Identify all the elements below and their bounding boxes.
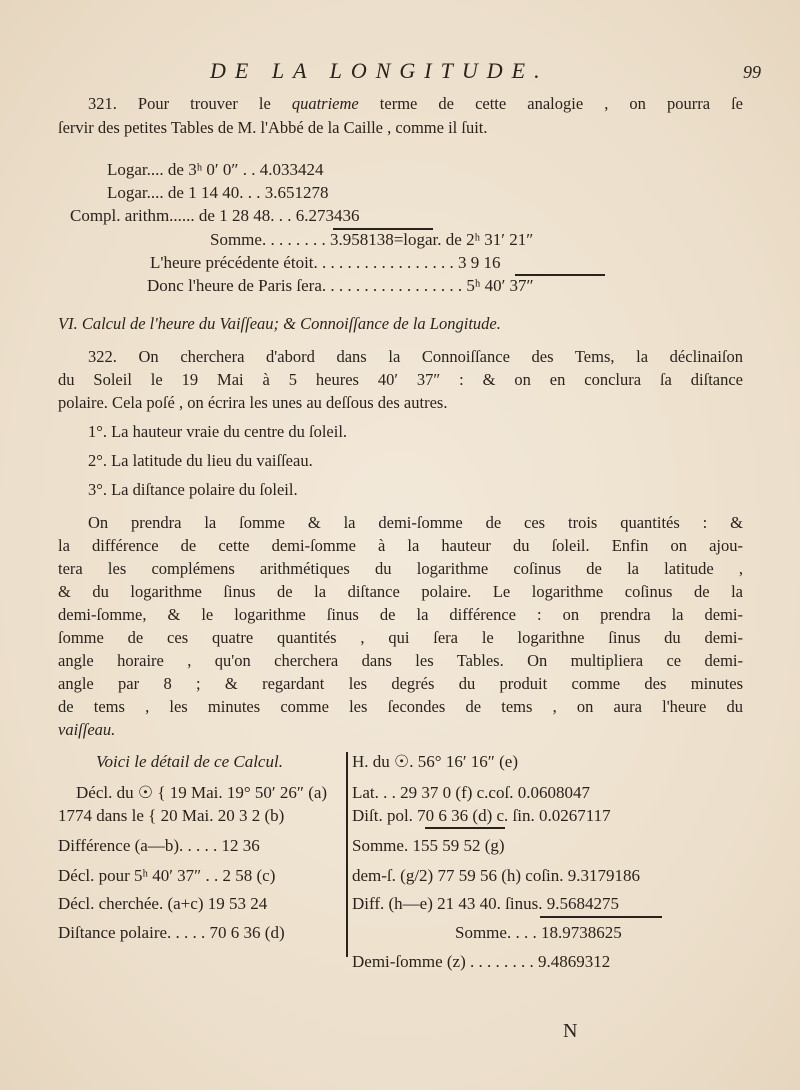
section-heading: VI. Calcul de l'heure du Vaiſſeau; & Connoiſſance de la Longitude. <box>58 314 501 333</box>
para-321-line2: ſervir des petites Tables de M. l'Abbé de la Caille , comme il ſuit. <box>58 118 488 137</box>
table-left-row: Décl. pour 5ʰ 40′ 37″ . . 2 58 (c) <box>58 866 276 885</box>
para-line: la différence de cette demi-ſomme à la hauteur du ſoleil. Enfin on ajou- <box>58 536 743 555</box>
sum-rule <box>540 916 662 918</box>
sum-rule <box>425 827 505 829</box>
page-number: 99 <box>743 62 761 82</box>
table-left-row: Diſtance polaire. . . . . 70 6 36 (d) <box>58 923 285 942</box>
para-line: 2°. La latitude du lieu du vaiſſeau. <box>88 451 313 470</box>
table-title: Voici le détail de ce Calcul. <box>96 752 283 771</box>
para-line: 3°. La diſtance polaire du ſoleil. <box>88 480 298 499</box>
table-left-row: Décl. cherchée. (a+c) 19 53 24 <box>58 894 268 913</box>
para-line: de tems , les minutes comme les ſecondes de tems , on aura l'heure du <box>58 697 743 716</box>
para-line: du Soleil le 19 Mai à 5 heures 40′ 37″ : & on en conclura ſa diſtance <box>58 370 743 389</box>
para-line: vaiſſeau. <box>58 720 116 739</box>
running-header: DE LA LONGITUDE. <box>210 58 549 83</box>
para-line: 322. On cherchera d'abord dans la Connoiſſance des Tems, la déclinaiſon <box>88 347 743 366</box>
table-right-row: Somme. . . . 18.9738625 <box>455 923 622 942</box>
column-divider <box>346 752 348 957</box>
para-line: 1°. La hauteur vraie du centre du ſoleil. <box>88 422 348 441</box>
calc-line: Logar.... de 3ʰ 0′ 0″ . . 4.033424 <box>107 160 324 179</box>
para-line: polaire. Cela poſé , on écrira les unes au deſſous des autres. <box>58 393 448 412</box>
para-line: demi-ſomme, & le logarithme ſinus de la différence : on prendra la demi- <box>58 605 743 624</box>
calc-line: L'heure précédente étoit. . . . . . . . . . . . . . . . . 3 9 16 <box>150 253 501 272</box>
table-right-row: Demi-ſomme (z) . . . . . . . . 9.4869312 <box>352 952 611 971</box>
table-left-row: Différence (a—b). . . . . 12 36 <box>58 836 260 855</box>
table-right-row: Somme. 155 59 52 (g) <box>352 836 505 855</box>
calc-line: Logar.... de 1 14 40. . . 3.651278 <box>107 183 329 202</box>
table-right-row: H. du ☉. 56° 16′ 16″ (e) <box>352 752 518 771</box>
calc-line: Donc l'heure de Paris ſera. . . . . . . . . . . . . . . . . 5ʰ 40′ 37″ <box>147 276 534 295</box>
calc-line: Compl. arithm...... de 1 28 48. . . 6.273436 <box>70 206 360 225</box>
table-right-row: dem-ſ. (g/2) 77 59 56 (h) coſin. 9.3179186 <box>352 866 641 885</box>
signature-mark: N <box>563 1020 578 1042</box>
para-line: On prendra la ſomme & la demi-ſomme de ces trois quantités : & <box>88 513 743 532</box>
table-left-row: Décl. du ☉ { 19 Mai. 19° 50′ 26″ (a) <box>76 783 328 802</box>
para-line: tera les complémens arithmétiques du logarithme coſinus de la latitude , <box>58 559 743 578</box>
para-line: & du logarithme ſinus de la diſtance polaire. Le logarithme coſinus de la <box>58 582 743 601</box>
table-right-row: Diſt. pol. 70 6 36 (d) c. ſin. 0.0267117 <box>352 806 611 825</box>
table-right-row: Lat. . . 29 37 0 (f) c.coſ. 0.0608047 <box>352 783 590 802</box>
para-line: ſomme de ces quatre quantités , qui ſera le logarithne ſinus du demi- <box>58 628 743 647</box>
para-line: angle par 8 ; & regardant les degrés du produit comme des minutes <box>58 674 743 693</box>
para-line: angle horaire , qu'on cherchera dans les Tables. On multipliera ce demi- <box>58 651 743 670</box>
table-right-row: Diff. (h—e) 21 43 40. ſinus. 9.5684275 <box>352 894 619 913</box>
table-left-row: 1774 dans le { 20 Mai. 20 3 2 (b) <box>58 806 285 825</box>
para-321-line1: 321. Pour trouver le quatrieme terme de cette analogie , on pourra ſe <box>88 94 743 113</box>
calc-line: Somme. . . . . . . . 3.958138=logar. de 2ʰ 31′ 21″ <box>210 230 534 249</box>
